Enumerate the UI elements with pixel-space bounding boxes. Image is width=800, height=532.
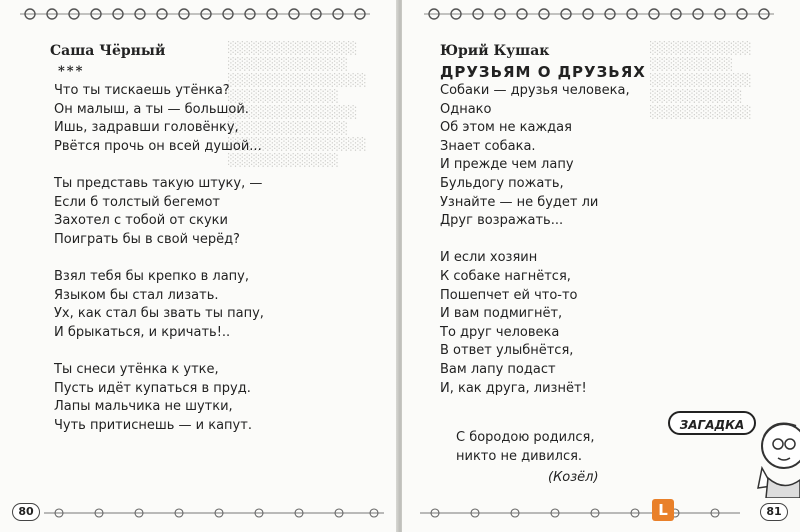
left-author: Саша Чёрный — [50, 43, 166, 59]
poem-line: Вам лапу подаст — [440, 361, 556, 377]
left-poem — [54, 82, 264, 435]
watermark-logo: L — [652, 499, 674, 521]
stanza-gap — [54, 156, 264, 175]
left-page — [0, 0, 398, 532]
poem-line: Чуть притиснешь — и капут. — [54, 417, 252, 433]
ornament-border-bottom-right — [420, 506, 740, 520]
poem-line: Ух, как стал бы звать ты папу, — [54, 306, 264, 322]
poem-line: Пусть идёт купаться в пруд. — [54, 380, 251, 396]
right-author: Юрий Кушак — [440, 43, 550, 59]
poem-line: Ты снеси утёнка к утке, — [54, 361, 219, 377]
left-stars: *** — [58, 64, 85, 79]
bleed-through-text-right: ░░░░░░░░░░░ ░░░░░░░░░ ░░░░░░░░░░░ ░░░░░░░░░░ ░░░░░░░░░░░ — [650, 41, 752, 119]
stanza-gap — [54, 249, 264, 268]
poem-line: И брыкаться, и кричать!.. — [54, 324, 231, 340]
poem-line: Что ты тискаешь утёнка? — [54, 83, 230, 98]
riddle-answer: (Козёл) — [548, 470, 599, 485]
poem-line: Пошепчет ей что-то — [440, 287, 578, 303]
right-page-number: 81 — [760, 503, 788, 521]
poem-line: Рвётся прочь он всей душой... — [54, 138, 262, 154]
poem-line: И если хозяин — [440, 250, 538, 266]
right-poem — [440, 82, 630, 398]
riddle-text — [456, 428, 594, 466]
poem-line: Языком бы стал лизать. — [54, 287, 219, 303]
poem-line: И вам подмигнёт, — [440, 306, 563, 322]
poem-line: Об этом не каждая — [440, 120, 572, 136]
riddle-line: С бородою родился, — [456, 430, 595, 445]
poem-line: То друг человека — [440, 324, 560, 340]
poem-line: Он малыш, а ты — большой. — [54, 101, 249, 117]
poem-line: В ответ улыбнётся, — [440, 343, 574, 359]
poem-line: Знает собака. — [440, 138, 536, 154]
poem-line: Захотел с тобой от скуки — [54, 213, 228, 229]
poem-line: Ишь, задравши головёнку, — [54, 120, 239, 136]
poem-line: К собаке нагнётся, — [440, 268, 571, 284]
bleed-through-text: ░░░░░░░░░░░░░░ ░░░░░░░░░░░░░ ░░░░░░░░░░░░░░░ ░░░░░░░░░░░░ ░░░░░░░░░░░░░░ ░░░░░░░░░░░░░ ░░░░░░░░░░░░░░░ ░░░░░░░░░░░░ — [228, 41, 367, 167]
riddle-line: никто не дивился. — [456, 449, 583, 464]
stanza-gap — [440, 231, 630, 250]
poem-line: Узнайте — не будет ли — [440, 194, 599, 210]
poem-line: Бульдогу пожать, — [440, 175, 564, 191]
poem-line: Друг возражать... — [440, 213, 564, 229]
ornament-border-bottom-left — [44, 506, 384, 520]
ornament-border-left — [20, 5, 370, 23]
poem-line: Взял тебя бы крепко в лапу, — [54, 268, 249, 284]
ornament-border-right — [424, 5, 774, 23]
poem-line: Собаки — друзья человека, — [440, 83, 630, 98]
poem-line: И прежде чем лапу — [440, 157, 574, 173]
poem-line: Лапы мальчика не шутки, — [54, 399, 233, 415]
poem-line: Поиграть бы в свой черёд? — [54, 231, 240, 247]
riddle-badge: ЗАГАДКА — [668, 411, 756, 435]
poem-line: И, как друга, лизнёт! — [440, 380, 587, 396]
poem-line: Однако — [440, 101, 492, 117]
boy-illustration-icon — [756, 408, 800, 498]
stanza-gap — [54, 342, 264, 361]
poem-line: Если б толстый бегемот — [54, 194, 220, 210]
poem-line: Ты представь такую штуку, — — [54, 175, 263, 191]
left-page-number: 80 — [12, 503, 40, 521]
poem-title: ДРУЗЬЯМ О ДРУЗЬЯХ — [440, 63, 646, 81]
